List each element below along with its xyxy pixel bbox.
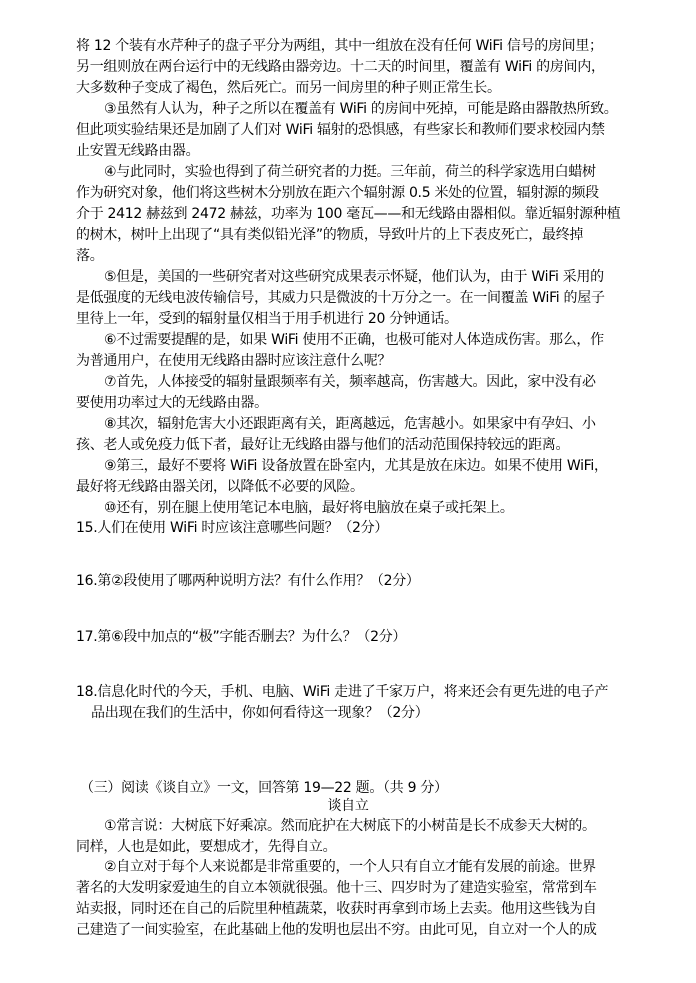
passage-line: 但此项实验结果还是加剧了人们对 WiFi 辐射的恐惧感，有些家长和教师们要求校园内禁 bbox=[76, 122, 605, 138]
question-16: 16.第②段使用了哪两种说明方法？有什么作用？（2分） bbox=[76, 573, 420, 589]
passage-line: 另一组则放在两台运行中的无线路由器旁边。十二天的时间里，覆盖有 WiFi 的房间内， bbox=[76, 59, 605, 75]
passage-line: 介于 2412 赫兹到 2472 赫兹，功率为 100 毫瓦——和无线路由器相似。靠近辐射源种植 bbox=[76, 206, 621, 222]
paragraph-10-start: ⑩还有，别在腿上使用笔记本电脑，最好将电脑放在桌子或托架上。 bbox=[104, 500, 514, 516]
section-heading: （三）阅读《谈自立》一文，回答第 19—22 题。（共 9 分） bbox=[80, 780, 448, 796]
passage-line: 为普通用户，在使用无线路由器时应该注意什么呢？ bbox=[76, 353, 392, 369]
paragraph-5-start: ⑤但是，美国的一些研究者对这些研究成果表示怀疑，他们认为，由于 WiFi 采用的 bbox=[104, 269, 604, 285]
passage-line: 己建造了一间实验室，在此基础上他的发明也层出不穷。由此可见，自立对一个人的成 bbox=[76, 922, 597, 938]
passage-line: 要使用功率过大的无线路由器。 bbox=[76, 395, 268, 411]
passage-line: 里待上一年，受到的辐射量仅相当于用手机进行 20 分钟通话。 bbox=[76, 311, 458, 327]
paragraph-1-start: ①常言说：大树底下好乘凉。然而庇护在大树底下的小树苗是长不成参天大树的。 bbox=[104, 818, 596, 834]
passage-line: 的树木，树叶上出现了“具有类似铅光泽”的物质，导致叶片的上下表皮死亡，最终掉 bbox=[76, 227, 584, 243]
question-18-cont: 品出现在我们的生活中，你如何看待这一现象？（2分） bbox=[91, 705, 429, 721]
passage-line: 站卖报，同时还在自己的后院里种植蔬菜，收获时再拿到市场上去卖。他用这些钱为自 bbox=[76, 901, 597, 917]
passage-line: 将 12 个装有水芹种子的盘子平分为两组，其中一组放在没有任何 WiFi 信号的房间里； bbox=[76, 38, 603, 54]
passage-line: 著名的大发明家爱迪生的自立本领就很强。他十三、四岁时为了建造实验室，常常到车 bbox=[76, 880, 597, 896]
paragraph-6-start: ⑥不过需要提醒的是，如果 WiFi 使用不正确，也极可能对人体造成伤害。那么，作 bbox=[104, 332, 604, 348]
passage-line: 同样，人也是如此，要想成才，先得自立。 bbox=[76, 839, 337, 855]
passage-line: 大多数种子变成了褐色，然后死亡。而另一间房里的种子则正常生长。 bbox=[76, 80, 501, 96]
passage-line: 落。 bbox=[76, 248, 104, 264]
paragraph-4-start: ④与此同时，实验也得到了荷兰研究者的力挺。三年前，荷兰的科学家选用白蜡树 bbox=[104, 164, 596, 180]
paragraph-3-start: ③虽然有人认为，种子之所以在覆盖有 WiFi 的房间中死掉，可能是路由器散热所致。 bbox=[104, 101, 618, 117]
passage-line: 是低强度的无线电波传输信号，其威力只是微波的十万分之一。在一间覆盖 WiFi 的屋子 bbox=[76, 290, 605, 306]
question-18: 18.信息化时代的今天，手机、电脑、WiFi 走进了千家万户，将来还会有更先进的电子产 bbox=[76, 684, 609, 700]
question-15: 15.人们在使用 WiFi 时应该注意哪些问题？（2分） bbox=[76, 520, 389, 536]
passage-line: 孩、老人或免疫力低下者，最好让无线路由器与他们的活动范围保持较远的距离。 bbox=[76, 437, 570, 453]
paragraph-7-start: ⑦首先，人体接受的辐射量跟频率有关，频率越高，伤害越大。因此，家中没有必 bbox=[104, 374, 596, 390]
question-17: 17.第⑥段中加点的“极”字能否删去？为什么？（2分） bbox=[76, 629, 407, 645]
paragraph-2-start: ②自立对于每个人来说都是非常重要的，一个人只有自立才能有发展的前途。世界 bbox=[104, 859, 596, 875]
paragraph-8-start: ⑧其次，辐射危害大小还跟距离有关，距离越远，危害越小。如果家中有孕妇、小 bbox=[104, 416, 596, 432]
passage-line: 止安置无线路由器。 bbox=[76, 143, 200, 159]
paragraph-9-start: ⑨第三，最好不要将 WiFi 设备放置在卧室内，尤其是放在床边。如果不使用 WiFi， bbox=[104, 458, 608, 474]
passage-line: 最好将无线路由器关闭，以降低不必要的风险。 bbox=[76, 479, 364, 495]
article-title: 谈自立 bbox=[327, 798, 369, 814]
passage-line: 作为研究对象，他们将这些树木分别放在距六个辐射源 0.5 米处的位置，辐射源的频段 bbox=[76, 185, 599, 201]
